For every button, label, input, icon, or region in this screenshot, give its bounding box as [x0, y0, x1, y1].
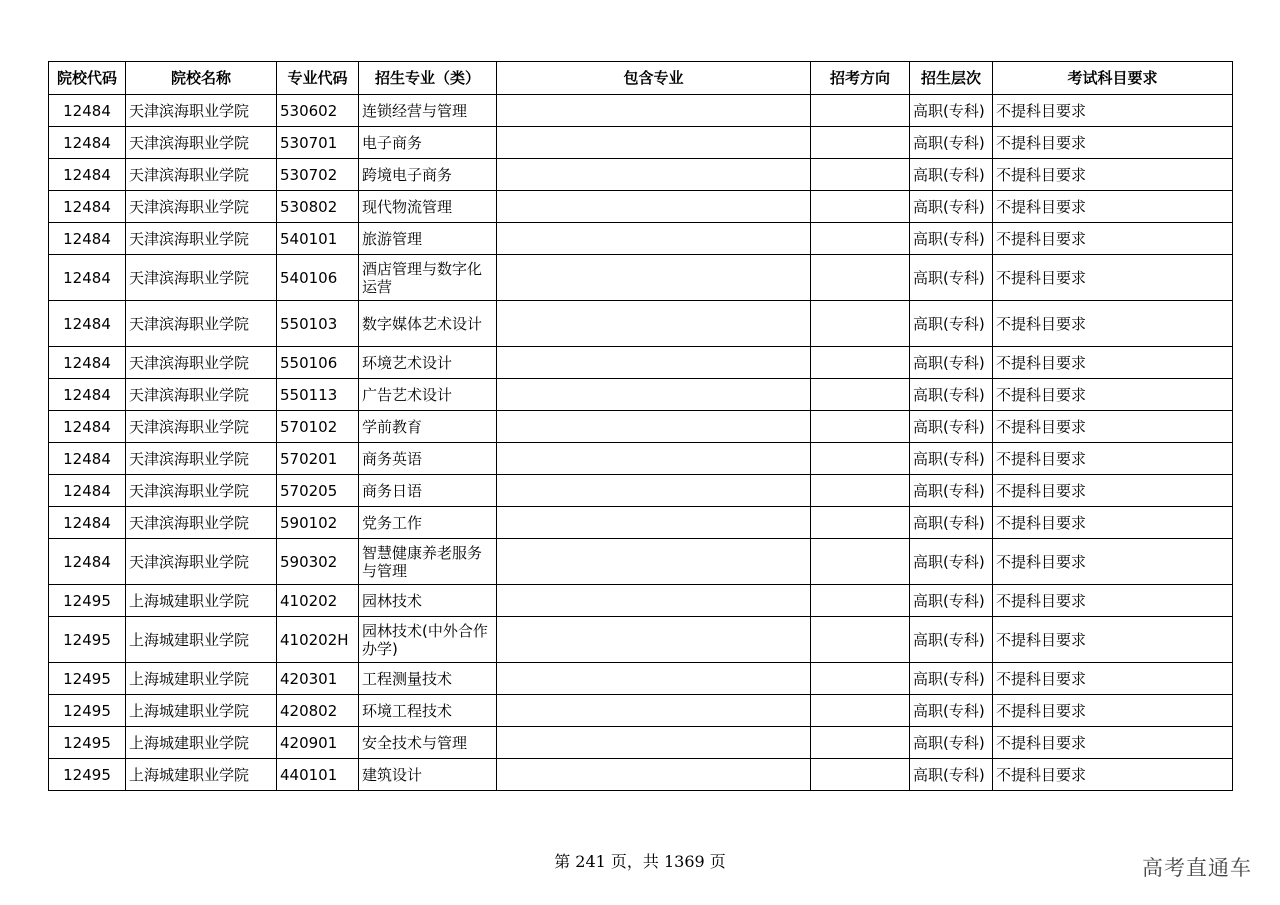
table-row [49, 695, 1233, 727]
major-code-cell: 420901 [277, 727, 359, 759]
included-majors-cell [497, 159, 811, 191]
direction-cell [811, 475, 910, 507]
table-row [49, 191, 1233, 223]
school-name-cell: 上海城建职业学院 [126, 585, 277, 617]
subject-requirement-cell: 不提科目要求 [993, 443, 1233, 475]
level-cell: 高职(专科) [910, 411, 993, 443]
subject-requirement-cell: 不提科目要求 [993, 379, 1233, 411]
direction-cell [811, 223, 910, 255]
direction-cell [811, 95, 910, 127]
major-code-cell: 570205 [277, 475, 359, 507]
direction-cell [811, 301, 910, 347]
school-code-cell: 12484 [49, 159, 126, 191]
major-cell: 数字媒体艺术设计 [359, 301, 497, 347]
major-code-cell: 410202H [277, 617, 359, 663]
major-cell: 党务工作 [359, 507, 497, 539]
level-cell: 高职(专科) [910, 443, 993, 475]
major-cell: 商务日语 [359, 475, 497, 507]
subject-requirement-cell: 不提科目要求 [993, 695, 1233, 727]
school-code-cell: 12495 [49, 759, 126, 791]
included-majors-cell [497, 507, 811, 539]
included-majors-cell [497, 347, 811, 379]
table-row [49, 759, 1233, 791]
header-school-name: 院校名称 [126, 62, 277, 95]
included-majors-cell [497, 475, 811, 507]
level-cell: 高职(专科) [910, 191, 993, 223]
major-cell: 建筑设计 [359, 759, 497, 791]
table-row [49, 127, 1233, 159]
table-row [49, 379, 1233, 411]
school-name-cell: 上海城建职业学院 [126, 663, 277, 695]
major-cell: 酒店管理与数字化运营 [359, 255, 497, 301]
school-code-cell: 12484 [49, 127, 126, 159]
subject-requirement-cell: 不提科目要求 [993, 127, 1233, 159]
subject-requirement-cell: 不提科目要求 [993, 159, 1233, 191]
school-code-cell: 12495 [49, 695, 126, 727]
direction-cell [811, 695, 910, 727]
level-cell: 高职(专科) [910, 585, 993, 617]
level-cell: 高职(专科) [910, 663, 993, 695]
subject-requirement-cell: 不提科目要求 [993, 663, 1233, 695]
major-code-cell: 410202 [277, 585, 359, 617]
major-code-cell: 440101 [277, 759, 359, 791]
school-code-cell: 12484 [49, 475, 126, 507]
school-name-cell: 上海城建职业学院 [126, 617, 277, 663]
table-body [49, 95, 1233, 791]
school-name-cell: 上海城建职业学院 [126, 727, 277, 759]
table-row [49, 159, 1233, 191]
included-majors-cell [497, 759, 811, 791]
direction-cell [811, 347, 910, 379]
table-row [49, 95, 1233, 127]
subject-requirement-cell: 不提科目要求 [993, 95, 1233, 127]
level-cell: 高职(专科) [910, 347, 993, 379]
school-name-cell: 上海城建职业学院 [126, 759, 277, 791]
direction-cell [811, 191, 910, 223]
school-name-cell: 天津滨海职业学院 [126, 539, 277, 585]
header-major-code: 专业代码 [277, 62, 359, 95]
level-cell: 高职(专科) [910, 539, 993, 585]
level-cell: 高职(专科) [910, 759, 993, 791]
level-cell: 高职(专科) [910, 95, 993, 127]
admissions-table [48, 61, 1233, 791]
included-majors-cell [497, 127, 811, 159]
direction-cell [811, 727, 910, 759]
major-cell: 园林技术(中外合作办学) [359, 617, 497, 663]
included-majors-cell [497, 695, 811, 727]
major-cell: 学前教育 [359, 411, 497, 443]
table-row [49, 507, 1233, 539]
table-row [49, 411, 1233, 443]
school-name-cell: 天津滨海职业学院 [126, 191, 277, 223]
major-code-cell: 550113 [277, 379, 359, 411]
header-school-code: 院校代码 [49, 62, 126, 95]
major-cell: 连锁经营与管理 [359, 95, 497, 127]
included-majors-cell [497, 443, 811, 475]
school-name-cell: 天津滨海职业学院 [126, 475, 277, 507]
page-footer: 第 241 页，共 1369 页 [554, 852, 726, 871]
school-code-cell: 12484 [49, 507, 126, 539]
direction-cell [811, 159, 910, 191]
level-cell: 高职(专科) [910, 379, 993, 411]
direction-cell [811, 759, 910, 791]
school-name-cell: 上海城建职业学院 [126, 695, 277, 727]
subject-requirement-cell: 不提科目要求 [993, 255, 1233, 301]
school-code-cell: 12495 [49, 663, 126, 695]
school-code-cell: 12484 [49, 379, 126, 411]
level-cell: 高职(专科) [910, 695, 993, 727]
school-code-cell: 12484 [49, 411, 126, 443]
major-cell: 广告艺术设计 [359, 379, 497, 411]
subject-requirement-cell: 不提科目要求 [993, 759, 1233, 791]
major-cell: 旅游管理 [359, 223, 497, 255]
school-code-cell: 12495 [49, 585, 126, 617]
direction-cell [811, 507, 910, 539]
included-majors-cell [497, 191, 811, 223]
direction-cell [811, 127, 910, 159]
subject-requirement-cell: 不提科目要求 [993, 191, 1233, 223]
table-row [49, 617, 1233, 663]
school-code-cell: 12484 [49, 347, 126, 379]
major-cell: 电子商务 [359, 127, 497, 159]
header-level: 招生层次 [910, 62, 993, 95]
direction-cell [811, 617, 910, 663]
direction-cell [811, 585, 910, 617]
level-cell: 高职(专科) [910, 475, 993, 507]
included-majors-cell [497, 727, 811, 759]
included-majors-cell [497, 617, 811, 663]
included-majors-cell [497, 95, 811, 127]
major-code-cell: 530701 [277, 127, 359, 159]
major-code-cell: 540101 [277, 223, 359, 255]
header-major: 招生专业（类） [359, 62, 497, 95]
major-code-cell: 590102 [277, 507, 359, 539]
subject-requirement-cell: 不提科目要求 [993, 617, 1233, 663]
school-name-cell: 天津滨海职业学院 [126, 95, 277, 127]
school-code-cell: 12484 [49, 301, 126, 347]
school-code-cell: 12484 [49, 443, 126, 475]
school-code-cell: 12484 [49, 255, 126, 301]
subject-requirement-cell: 不提科目要求 [993, 301, 1233, 347]
watermark: 高考直通车 [1142, 856, 1252, 880]
major-code-cell: 420301 [277, 663, 359, 695]
subject-requirement-cell: 不提科目要求 [993, 223, 1233, 255]
subject-requirement-cell: 不提科目要求 [993, 727, 1233, 759]
included-majors-cell [497, 301, 811, 347]
major-code-cell: 530702 [277, 159, 359, 191]
major-code-cell: 570201 [277, 443, 359, 475]
subject-requirement-cell: 不提科目要求 [993, 507, 1233, 539]
school-name-cell: 天津滨海职业学院 [126, 347, 277, 379]
major-code-cell: 570102 [277, 411, 359, 443]
major-code-cell: 540106 [277, 255, 359, 301]
level-cell: 高职(专科) [910, 727, 993, 759]
direction-cell [811, 443, 910, 475]
table-row [49, 223, 1233, 255]
header-direction: 招考方向 [811, 62, 910, 95]
table-row [49, 585, 1233, 617]
table-row [49, 475, 1233, 507]
school-name-cell: 天津滨海职业学院 [126, 507, 277, 539]
major-cell: 现代物流管理 [359, 191, 497, 223]
direction-cell [811, 411, 910, 443]
subject-requirement-cell: 不提科目要求 [993, 585, 1233, 617]
major-code-cell: 550106 [277, 347, 359, 379]
major-cell: 智慧健康养老服务与管理 [359, 539, 497, 585]
school-name-cell: 天津滨海职业学院 [126, 379, 277, 411]
school-code-cell: 12495 [49, 727, 126, 759]
major-cell: 工程测量技术 [359, 663, 497, 695]
included-majors-cell [497, 379, 811, 411]
school-code-cell: 12484 [49, 539, 126, 585]
major-cell: 商务英语 [359, 443, 497, 475]
table-row [49, 301, 1233, 347]
major-code-cell: 590302 [277, 539, 359, 585]
school-name-cell: 天津滨海职业学院 [126, 255, 277, 301]
included-majors-cell [497, 255, 811, 301]
major-cell: 跨境电子商务 [359, 159, 497, 191]
major-cell: 园林技术 [359, 585, 497, 617]
subject-requirement-cell: 不提科目要求 [993, 347, 1233, 379]
level-cell: 高职(专科) [910, 617, 993, 663]
major-code-cell: 530802 [277, 191, 359, 223]
school-name-cell: 天津滨海职业学院 [126, 411, 277, 443]
level-cell: 高职(专科) [910, 301, 993, 347]
table-row [49, 443, 1233, 475]
school-code-cell: 12484 [49, 95, 126, 127]
level-cell: 高职(专科) [910, 255, 993, 301]
level-cell: 高职(专科) [910, 507, 993, 539]
school-code-cell: 12484 [49, 223, 126, 255]
subject-requirement-cell: 不提科目要求 [993, 539, 1233, 585]
school-code-cell: 12495 [49, 617, 126, 663]
major-code-cell: 550103 [277, 301, 359, 347]
direction-cell [811, 663, 910, 695]
major-code-cell: 530602 [277, 95, 359, 127]
included-majors-cell [497, 585, 811, 617]
table-header-row [49, 62, 1233, 95]
table-row [49, 347, 1233, 379]
direction-cell [811, 539, 910, 585]
major-code-cell: 420802 [277, 695, 359, 727]
included-majors-cell [497, 411, 811, 443]
header-included-majors: 包含专业 [497, 62, 811, 95]
table-row [49, 255, 1233, 301]
subject-requirement-cell: 不提科目要求 [993, 411, 1233, 443]
school-name-cell: 天津滨海职业学院 [126, 301, 277, 347]
school-code-cell: 12484 [49, 191, 126, 223]
direction-cell [811, 255, 910, 301]
major-cell: 环境工程技术 [359, 695, 497, 727]
subject-requirement-cell: 不提科目要求 [993, 475, 1233, 507]
direction-cell [811, 379, 910, 411]
school-name-cell: 天津滨海职业学院 [126, 443, 277, 475]
level-cell: 高职(专科) [910, 223, 993, 255]
level-cell: 高职(专科) [910, 127, 993, 159]
included-majors-cell [497, 223, 811, 255]
major-cell: 环境艺术设计 [359, 347, 497, 379]
school-name-cell: 天津滨海职业学院 [126, 223, 277, 255]
table-row [49, 727, 1233, 759]
school-name-cell: 天津滨海职业学院 [126, 159, 277, 191]
table-row [49, 539, 1233, 585]
included-majors-cell [497, 539, 811, 585]
table-row [49, 663, 1233, 695]
level-cell: 高职(专科) [910, 159, 993, 191]
header-subject-requirement: 考试科目要求 [993, 62, 1233, 95]
major-cell: 安全技术与管理 [359, 727, 497, 759]
school-name-cell: 天津滨海职业学院 [126, 127, 277, 159]
included-majors-cell [497, 663, 811, 695]
